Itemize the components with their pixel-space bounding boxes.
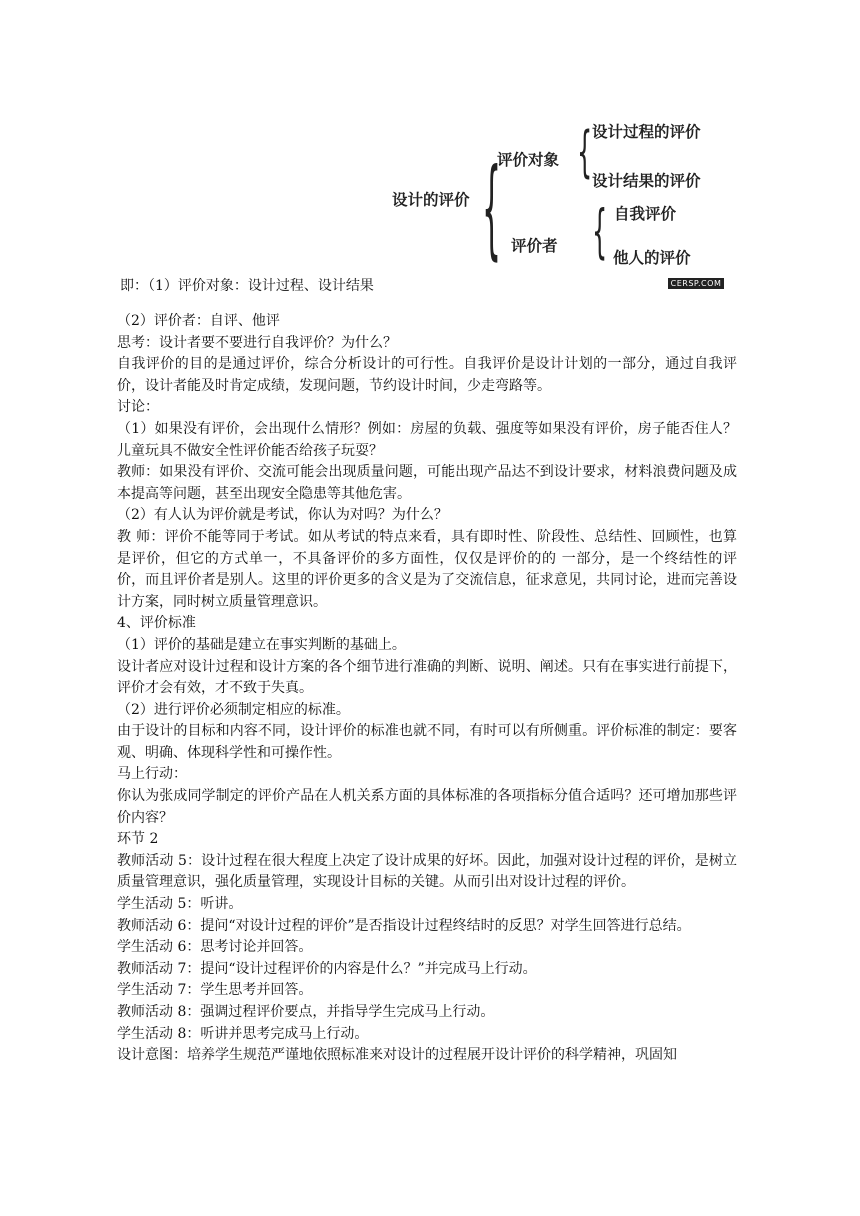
paragraph: 学生活动 8：听讲并思考完成马上行动。	[117, 1025, 369, 1042]
paragraph: 马上行动：	[117, 766, 187, 783]
diagram-caption: 即：（1）评价对象：设计过程、设计结果	[120, 278, 374, 294]
paragraph: 教师活动 7：提问“设计过程评价的内容是什么？”并完成马上行动。	[117, 960, 537, 977]
document-body	[117, 311, 737, 1067]
cersp-watermark-logo: CERSP.COM	[668, 278, 724, 289]
paragraph: 学生活动 7：学生思考并回答。	[117, 982, 313, 999]
paragraph: （1）评价的基础是建立在事实判断的基础上。	[117, 636, 406, 653]
evaluator-item-others: 他人的评价	[613, 249, 691, 267]
paragraph: 学生活动 6：思考讨论并回答。	[117, 939, 313, 956]
paragraph: 学生活动 5：听讲。	[117, 896, 243, 913]
paragraph: （1）如果没有评价，会出现什么情形？例如：房屋的负载、强度等如果没有评价，房子能否住人？儿童玩具不做安全性评价能否给孩子玩耍？	[117, 420, 737, 459]
paragraph: （2）评价者：自评、他评	[117, 313, 280, 329]
root-brace: {	[482, 148, 502, 274]
object-item-result: 设计结果的评价	[592, 172, 701, 190]
paragraph: （2）进行评价必须制定相应的标准。	[117, 701, 350, 718]
paragraph: 讨论：	[117, 399, 159, 416]
paragraph: 设计意图：培养学生规范严谨地依照标准来对设计的过程展开设计评价的科学精神，巩固知	[117, 1047, 677, 1064]
section-heading: 环节 2	[117, 831, 159, 848]
paragraph: 你认为张成同学制定的评价产品在人机关系方面的具体标准的各项指标分值合适吗？还可增加那些评价内容？	[117, 788, 737, 826]
evaluator-brace: {	[592, 198, 608, 266]
evaluation-diagram	[380, 108, 730, 288]
paragraph: 设计者应对设计过程和设计方案的各个细节进行准确的判断、说明、阐述。只有在事实进行前提下，评价才会有效，才不致于失真。	[117, 658, 737, 697]
paragraph: 教师：如果没有评价、交流可能会出现质量问题，可能出现产品达不到设计要求，材料浪费问题及成本提高等问题，甚至出现安全隐患等其他危害。	[117, 464, 737, 502]
evaluator-item-self: 自我评价	[614, 205, 677, 223]
paragraph: 思考：设计者要不要进行自我评价？为什么？	[117, 334, 397, 351]
object-label: 评价对象	[497, 151, 560, 169]
object-item-process: 设计过程的评价	[592, 123, 701, 141]
section-heading: 4、评价标准	[117, 615, 196, 632]
paragraph: （2）有人认为评价就是考试，你认为对吗？为什么？	[117, 507, 448, 524]
evaluator-label: 评价者	[511, 237, 558, 255]
paragraph: 教 师：评价不能等同于考试。如从考试的特点来看，具有即时性、阶段性、总结性、回顾性，也算是评价，但它的方式单一，不具备评价的多方面性，仅仅是评价的的 一部分，是一个终结性的评价，而且评价者是别人。这里的评价更多的含义是为了交流信息，征求意见，共同讨论，进而完善设计方案，同时树立质量管理意识。	[117, 528, 737, 610]
paragraph: 自我评价的目的是通过评价，综合分析设计的可行性。自我评价是设计计划的一部分，通过自我评价，设计者能及时肯定成绩，发现问题，节约设计时间，少走弯路等。	[117, 356, 737, 394]
paragraph: 教师活动 6：提问“对设计过程的评价”是否指设计过程终结时的反思？对学生回答进行总结。	[117, 917, 691, 934]
diagram-root-label: 设计的评价	[392, 191, 470, 209]
paragraph: 由于设计的目标和内容不同，设计评价的标准也就不同，有时可以有所侧重。评价标准的制定：要客观、明确、体现科学性和可操作性。	[117, 723, 737, 761]
object-brace: {	[577, 120, 593, 185]
paragraph: 教师活动 8：强调过程评价要点，并指导学生完成马上行动。	[117, 1004, 495, 1020]
paragraph: 教师活动 5：设计过程在很大程度上决定了设计成果的好坏。因此，加强对设计过程的评价，是树立质量管理意识，强化质量管理，实现设计目标的关键。从而引出对设计过程的评价。	[117, 852, 737, 891]
